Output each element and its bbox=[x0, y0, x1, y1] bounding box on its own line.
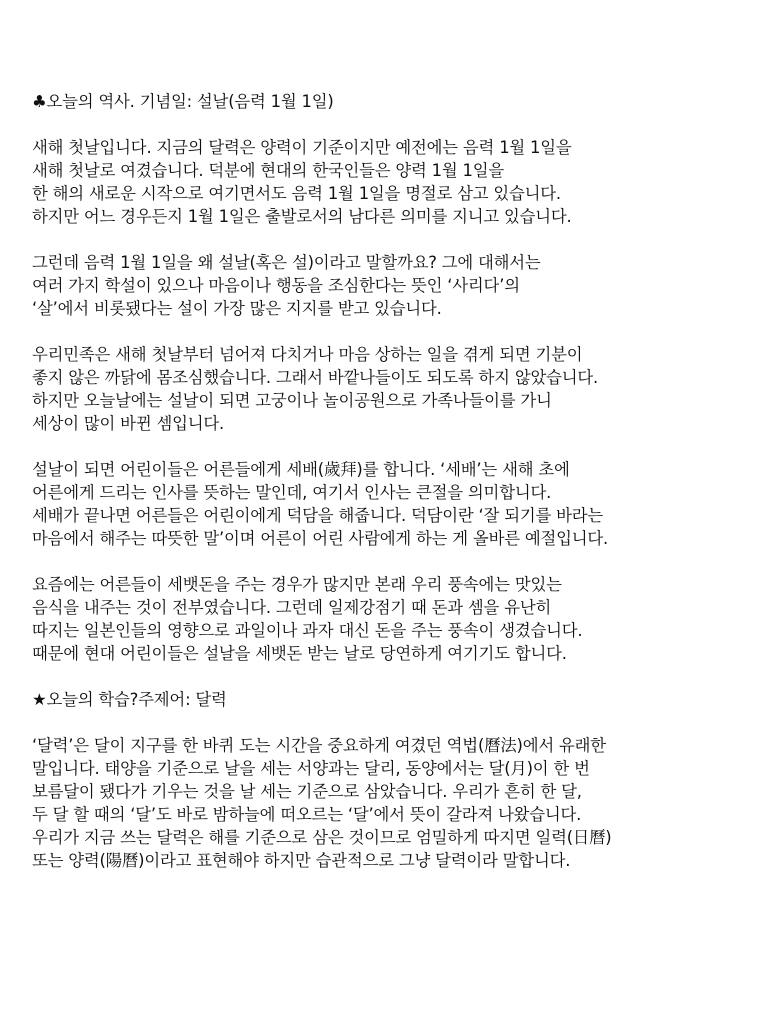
document-body bbox=[32, 90, 752, 872]
text-line: 한 해의 새로운 시작으로 여기면서도 음력 1월 1일을 명절로 삼고 있습니다. bbox=[32, 184, 561, 203]
text-line: 그런데 음력 1월 1일을 왜 설날(혹은 설)이라고 말할까요? 그에 대해서는 bbox=[32, 253, 541, 272]
paragraph-origin bbox=[32, 251, 752, 320]
paragraph-sebae bbox=[32, 458, 752, 550]
paragraph-gap bbox=[32, 435, 752, 458]
text-line: 우리가 지금 쓰는 달력은 해를 기준으로 삼은 것이므로 엄밀하게 따지면 일력(日曆) bbox=[32, 828, 612, 847]
paragraph-calendar bbox=[32, 734, 752, 872]
text-line: 여러 가지 학설이 있으나 마음이나 행동을 조심한다는 뜻인 ‘사리다’의 bbox=[32, 276, 520, 295]
paragraph-gap bbox=[32, 550, 752, 573]
paragraph-new-year bbox=[32, 136, 752, 228]
text-line: 때문에 현대 어린이들은 설날을 세뱃돈 받는 날로 당연하게 여기기도 합니다. bbox=[32, 644, 567, 663]
paragraph-gap bbox=[32, 320, 752, 343]
text-line: 마음에서 해주는 따뜻한 말’이며 어른이 어린 사람에게 하는 게 올바른 예절입니다. bbox=[32, 529, 609, 548]
text-line: 새해 첫날입니다. 지금의 달력은 양력이 기준이지만 예전에는 음력 1월 1일을 bbox=[32, 138, 572, 157]
text-line: 세상이 많이 바뀐 셈입니다. bbox=[32, 414, 225, 433]
text-line: 좋지 않은 까닭에 몸조심했습니다. 그래서 바깥나들이도 되도록 하지 않았습니다. bbox=[32, 368, 598, 387]
paragraph-caution bbox=[32, 343, 752, 435]
paragraph-sebaetdon bbox=[32, 573, 752, 665]
paragraph-gap bbox=[32, 228, 752, 251]
text-line: 따지는 일본인들의 영향으로 과일이나 과자 대신 돈을 주는 풍속이 생겼습니다. bbox=[32, 621, 583, 640]
paragraph-gap bbox=[32, 113, 752, 136]
text-line: 두 달 할 때의 ‘달’도 바로 밤하늘에 떠오르는 ‘달’에서 뜻이 갈라져 나왔습니다. bbox=[32, 805, 582, 824]
text-line: 설날이 되면 어린이들은 어른들에게 세배(歲拜)를 합니다. ‘세배’는 새해 초에 bbox=[32, 460, 570, 479]
paragraph-gap bbox=[32, 665, 752, 688]
paragraph-gap bbox=[32, 711, 752, 734]
text-line: 음식을 내주는 것이 전부였습니다. 그런데 일제강점기 때 돈과 셈을 유난히 bbox=[32, 598, 552, 617]
text-line: 보름달이 됐다가 기우는 것을 날 세는 기준으로 삼았습니다. 우리가 흔히 한 달, bbox=[32, 782, 582, 801]
text-line: 하지만 어느 경우든지 1월 1일은 출발로서의 남다른 의미를 지니고 있습니다. bbox=[32, 207, 572, 226]
text-line: 우리민족은 새해 첫날부터 넘어져 다치거나 마음 상하는 일을 겪게 되면 기분이 bbox=[32, 345, 583, 364]
text-line: ‘달력’은 달이 지구를 한 바퀴 도는 시간을 중요하게 여겼던 역법(曆法)에서 유래한 bbox=[32, 736, 606, 755]
text-line: 하지만 오늘날에는 설날이 되면 고궁이나 놀이공원으로 가족나들이를 가니 bbox=[32, 391, 552, 410]
text-line: 말입니다. 태양을 기준으로 날을 세는 서양과는 달리, 동양에서는 달(月)이 한 번 bbox=[32, 759, 590, 778]
history-heading: ♣오늘의 역사. 기념일: 설날(음력 1월 1일) bbox=[32, 92, 334, 111]
text-line: 또는 양력(陽曆)이라고 표현해야 하지만 습관적으로 그냥 달력이라 말합니다. bbox=[32, 851, 571, 870]
text-line: 요즘에는 어른들이 세뱃돈을 주는 경우가 많지만 본래 우리 풍속에는 맛있는 bbox=[32, 575, 562, 594]
text-line: 세배가 끝나면 어른들은 어린이에게 덕담을 해줍니다. 덕담이란 ‘잘 되기를 바라는 bbox=[32, 506, 604, 525]
text-line: 새해 첫날로 여겼습니다. 덕분에 현대의 한국인들은 양력 1월 1일을 bbox=[32, 161, 505, 180]
study-heading: ★오늘의 학습?주제어: 달력 bbox=[32, 690, 227, 709]
text-line: ‘살’에서 비롯됐다는 설이 가장 많은 지지를 받고 있습니다. bbox=[32, 299, 442, 318]
text-line: 어른에게 드리는 인사를 뜻하는 말인데, 여기서 인사는 큰절을 의미합니다. bbox=[32, 483, 552, 502]
